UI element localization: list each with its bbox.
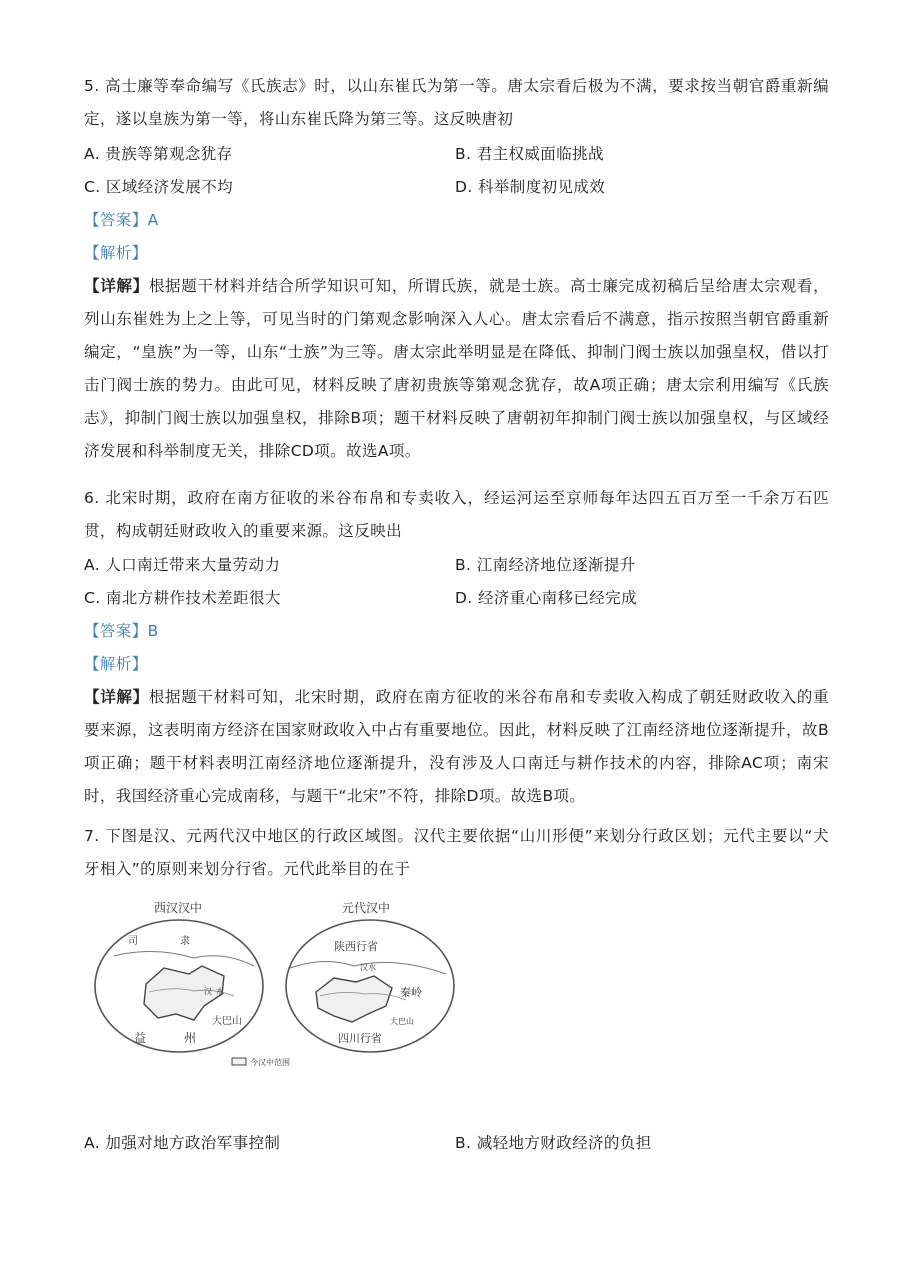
q5-detail-body: 根据题干材料并结合所学知识可知，所谓氏族，就是士族。高士廉完成初稿后呈给唐太宗观看，列山东崔姓为上之上等，可见当时的门第观念影响深入人心。唐太宗看后不满意，指示按照当朝官爵重新编定，“皇族”为一等，山东“士族”为三等。唐太宗此举明显是在降低、抑制门阀士族以加强皇权，借以打击门阀士族的势力。由此可见，材料反映了唐初贵族等第观念犹存，故A项正确；唐太宗利用编写《氏族志》，抑制门阀士族以加强皇权，排除B项；题干材料反映了唐朝初年抑制门阀士族以加强皇权，与区域经济发展和科举制度无关，排除CD项。故选A项。: [84, 277, 829, 460]
q5-option-d: D. 科举制度初见成效: [455, 178, 606, 196]
right-map-title: 元代汉中: [342, 901, 391, 915]
right-label-north: 陕西行省: [334, 940, 378, 953]
q5-analysis-tag: 【解析】: [84, 244, 148, 262]
right-label-mountain: 秦岭: [400, 986, 422, 999]
hanzhong-maps-figure: [94, 896, 474, 1076]
q7-option-a: A. 加强对地方政治军事控制: [84, 1134, 281, 1152]
q6-stem: 6. 北宋时期，政府在南方征收的米谷布帛和专卖收入，经运河运至京师每年达四五百万至一千余万石匹贯，构成朝廷财政收入的重要来源。这反映出: [84, 489, 829, 540]
q5-option-a: A. 贵族等第观念犹存: [84, 145, 233, 163]
left-label-south: 益: [134, 1031, 147, 1045]
right-label-south: 四川行省: [338, 1032, 382, 1045]
legend-label: 今汉中范围: [250, 1058, 290, 1067]
left-label-north: 司: [128, 936, 138, 947]
q6-detail-head: 【详解】: [84, 688, 149, 706]
q6-option-d: D. 经济重心南移已经完成: [455, 589, 637, 607]
right-label-pass: 大巴山: [390, 1017, 414, 1026]
left-map-title: 西汉汉中: [154, 901, 203, 915]
left-map-boundary-north: [114, 951, 254, 966]
left-label-mountain: 大巴山: [212, 1016, 242, 1027]
left-label-river2: 水: [216, 987, 224, 996]
left-label-south2: 州: [184, 1031, 197, 1045]
right-map-hanzhong-area: [316, 976, 392, 1022]
q5-option-c: C. 区域经济发展不均: [84, 178, 234, 196]
q6-option-c: C. 南北方耕作技术差距很大: [84, 589, 281, 607]
left-label-north2: 隶: [180, 936, 190, 947]
legend-swatch: [232, 1058, 246, 1065]
left-map-hanzhong-area: [144, 966, 224, 1020]
q5-stem: 5. 高士廉等奉命编写《氏族志》时，以山东崔氏为第一等。唐太宗看后极为不满，要求按当朝官爵重新编定，遂以皇族为第一等，将山东崔氏降为第三等。这反映唐初: [84, 77, 829, 128]
left-label-river: 汉: [204, 987, 212, 996]
q5-detail: [84, 270, 829, 468]
q6-option-a: A. 人口南迁带来大量劳动力: [84, 556, 281, 574]
q5-option-b: B. 君主权威面临挑战: [455, 145, 604, 163]
q6-answer: 【答案】B: [84, 622, 159, 640]
q5-answer: 【答案】A: [84, 211, 159, 229]
q5-detail-head: 【详解】: [84, 277, 149, 295]
q6-detail-body: 根据题干材料可知，北宋时期，政府在南方征收的米谷布帛和专卖收入构成了朝廷财政收入的重要来源，这表明南方经济在国家财政收入中占有重要地位。因此，材料反映了江南经济地位逐渐提升，故B项正确；题干材料表明江南经济地位逐渐提升，没有涉及人口南迁与耕作技术的内容，排除AC项；南宋时，我国经济重心完成南移，与题干“北宋”不符，排除D项。故选B项。: [84, 688, 829, 805]
q6-option-b: B. 江南经济地位逐渐提升: [455, 556, 636, 574]
q6-analysis-tag: 【解析】: [84, 655, 148, 673]
right-label-river: 汉水: [360, 963, 376, 972]
q6-detail: [84, 681, 829, 813]
q7-option-b: B. 减轻地方财政经济的负担: [455, 1134, 652, 1152]
q7-stem: 7. 下图是汉、元两代汉中地区的行政区域图。汉代主要依据“山川形便”来划分行政区划；元代主要以“犬牙相入”的原则来划分行省。元代此举目的在于: [84, 827, 829, 878]
